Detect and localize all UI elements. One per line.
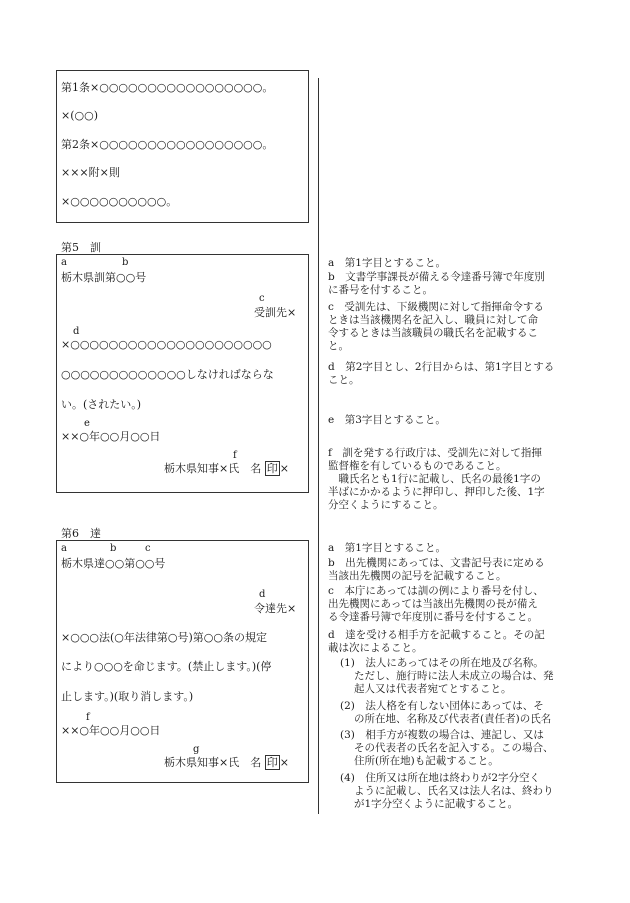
kun-date: ××○年○○月○○日 <box>61 430 161 443</box>
kun-body-line-2: ○○○○○○○○○○○○○しなければならな <box>61 368 274 381</box>
tatsu-signer <box>164 756 289 769</box>
seal-icon: 印 <box>266 756 278 769</box>
note5-e: e 第3字目とすること。 <box>328 414 446 426</box>
kun-body-line-1: ×○○○○○○○○○○○○○○○○○○○○○ <box>61 338 272 351</box>
marker-g: g <box>193 744 200 755</box>
article-line-2: ×(○○) <box>61 109 98 122</box>
note6-d2: (2) 法人格を有しない団体にあっては、そ の所在地、名称及び代表者(責任者)の氏名 <box>340 700 552 725</box>
kun-seal-tail: × <box>279 462 289 475</box>
tatsu-seal-tail: × <box>279 756 289 769</box>
marker-a: a <box>61 543 67 554</box>
kun-body-line-3: い。(されたい。) <box>61 398 142 411</box>
marker-d: d <box>73 326 80 337</box>
note6-a: a 第1字目とすること。 <box>328 542 446 554</box>
article-line-3: 第2条×○○○○○○○○○○○○○○○○○。 <box>61 138 274 151</box>
kun-signer <box>164 462 289 475</box>
note5-a: a 第1字目とすること。 <box>328 257 446 269</box>
tatsu-body-line-2: により○○○を命じます。(禁止します。)(停 <box>61 660 272 673</box>
article-line-5: ×○○○○○○○○○○。 <box>61 195 178 208</box>
kun-doc-number: 栃木県訓第○○号 <box>61 271 147 284</box>
tatsu-body-line-1: ×○○○法(○年法律第○号)第○○条の規定 <box>61 631 267 644</box>
note5-b: b 文書学事課長が備える令達番号簿で年度別 に番号を付すること。 <box>328 271 545 296</box>
note6-d1: (1) 法人にあってはその所在地及び名称。 ただし、施行時に法人未成立の場合は、発 起人又は代表者宛てとすること。 <box>340 657 554 695</box>
tatsu-doc-number: 栃木県達○○第○○号 <box>61 557 166 570</box>
tatsu-body-line-3: 止します。)(取り消します。) <box>61 690 194 703</box>
section-6-heading: 第6 達 <box>61 527 101 540</box>
tatsu-recipient: 令達先× <box>254 602 297 615</box>
article-line-4: ×××附×則 <box>61 166 120 179</box>
tatsu-date: ××○年○○月○○日 <box>61 724 161 737</box>
marker-c: c <box>259 293 265 304</box>
marker-e: e <box>84 418 90 429</box>
note5-d: d 第2字目とし、2行目からは、第1字目とする こと。 <box>328 361 555 386</box>
column-divider <box>318 78 319 814</box>
tatsu-signer-name: 栃木県知事×氏 名 <box>164 756 262 769</box>
section-5-heading: 第5 訓 <box>61 241 101 254</box>
note6-d4: (4) 住所又は所在地は終わりが2字分空く ように記載し、氏名又は法人名は、終わり が1字分空くように記載すること。 <box>340 772 554 810</box>
seal-icon: 印 <box>266 462 278 475</box>
marker-b: b <box>122 257 129 268</box>
note6-d: d 達を受ける相手方を記載すること。その記 載は次によること。 <box>328 629 545 654</box>
note6-d3: (3) 相手方が複数の場合は、連記し、又は その代表者の氏名を記入する。この場合、 住所(所在地)も記載すること。 <box>340 729 554 767</box>
note5-f: f 訓を発する行政庁は、受訓先に対して指揮 監督権を有しているものであること。 職氏名とも1行に記載し、氏名の最後1字の 半ばにかかるように押印し、押印した後、1字 分空くようにすること。 <box>328 447 545 511</box>
article-line-1: 第1条×○○○○○○○○○○○○○○○○○。 <box>61 81 274 94</box>
note5-c: c 受訓先は、下級機関に対して指揮命令する ときは当該機関名を記入し、職員に対して命 令するときは当該職員の職氏名を記載するこ と。 <box>328 301 544 352</box>
note6-c: c 本庁にあっては訓の例により番号を付し、 出先機関にあっては当該出先機関の長が備え る令達番号簿で年度別に番号を付すること。 <box>328 585 544 623</box>
marker-f: f <box>86 712 90 723</box>
marker-a: a <box>61 257 67 268</box>
marker-b: b <box>110 543 117 554</box>
marker-f: f <box>233 450 237 461</box>
marker-d: d <box>259 589 266 600</box>
kun-recipient: 受訓先× <box>254 306 297 319</box>
marker-c: c <box>145 543 151 554</box>
kun-signer-name: 栃木県知事×氏 名 <box>164 462 262 475</box>
note6-b: b 出先機関にあっては、文書記号表に定める 当該出先機関の記号を記載すること。 <box>328 557 545 582</box>
